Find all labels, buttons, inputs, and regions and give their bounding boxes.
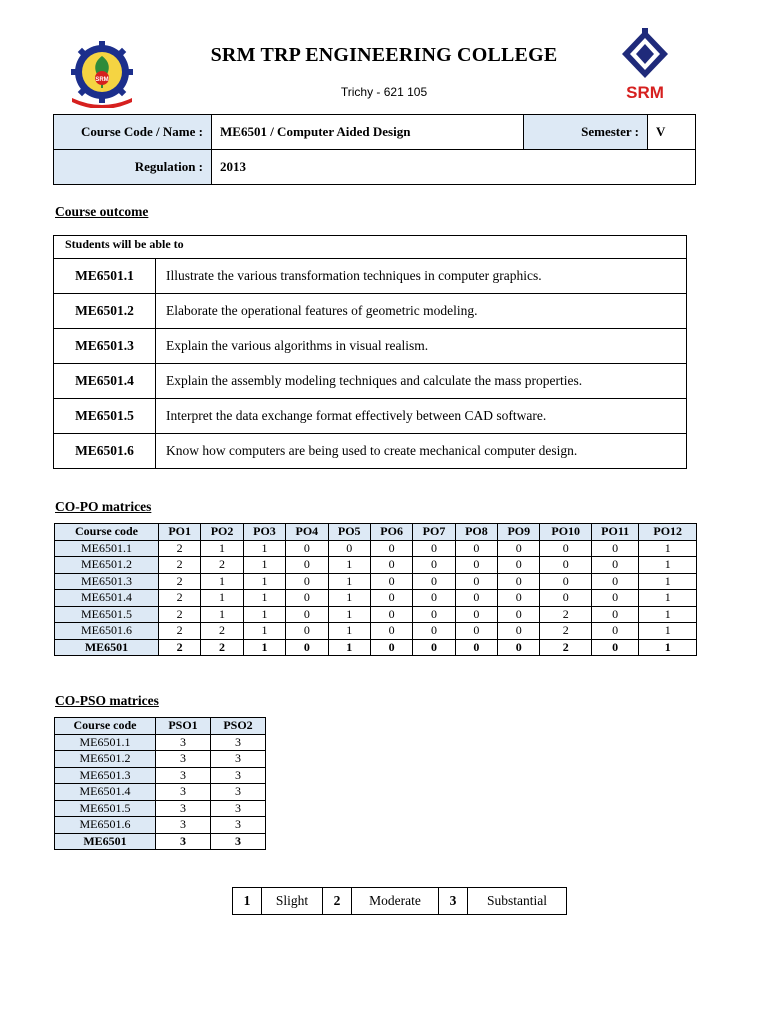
- value-cell: 0: [498, 540, 540, 557]
- value-cell: 3: [210, 784, 265, 801]
- value-cell: 1: [639, 623, 697, 640]
- table-header-row: [55, 524, 697, 541]
- value-cell: 1: [639, 540, 697, 557]
- value-cell: 2: [540, 623, 591, 640]
- column-header: PO6: [370, 524, 412, 541]
- course-code-cell: ME6501.5: [55, 800, 156, 817]
- table-header-row: [55, 718, 266, 735]
- outcome-code: ME6501.2: [54, 294, 156, 328]
- course-code-cell: ME6501.3: [55, 573, 159, 590]
- outcome-text: Explain the assembly modeling techniques and calculate the mass properties.: [166, 373, 583, 388]
- value-cell: 0: [328, 540, 370, 557]
- outcome-row: [54, 329, 686, 364]
- value-cell: 1: [243, 573, 285, 590]
- table-row: [55, 751, 266, 768]
- course-code-cell: ME6501.1: [55, 734, 156, 751]
- value-cell: 1: [201, 590, 243, 607]
- value-cell: 0: [413, 590, 455, 607]
- value-cell: 0: [370, 606, 412, 623]
- column-header: PO1: [158, 524, 200, 541]
- co-po-title: CO-PO matrices: [55, 499, 152, 514]
- college-name: SRM TRP ENGINEERING COLLEGE: [210, 44, 558, 66]
- outcome-text: Interpret the data exchange format effectively between CAD software.: [166, 408, 547, 423]
- value-cell: 2: [158, 623, 200, 640]
- table-row: [55, 623, 697, 640]
- value-cell: 0: [540, 573, 591, 590]
- legend-level-number: 2: [323, 888, 352, 915]
- value-cell: 1: [243, 590, 285, 607]
- value-cell: 0: [455, 557, 497, 574]
- value-cell: 0: [286, 623, 328, 640]
- value-cell: 2: [201, 557, 243, 574]
- value-cell: 1: [639, 557, 697, 574]
- svg-text:SRM: SRM: [626, 83, 664, 102]
- value-cell: 3: [156, 784, 211, 801]
- value-cell: 2: [158, 557, 200, 574]
- value-cell: 0: [498, 557, 540, 574]
- value-cell: 0: [455, 606, 497, 623]
- column-header: PO7: [413, 524, 455, 541]
- regulation-label: Regulation :: [54, 150, 212, 185]
- value-cell: 0: [591, 573, 638, 590]
- legend-level-label: Moderate: [352, 888, 439, 915]
- value-cell: 3: [210, 833, 265, 850]
- course-code-cell: ME6501.2: [55, 751, 156, 768]
- value-cell: 1: [328, 606, 370, 623]
- outcome-row: [54, 399, 686, 434]
- outcome-text: Elaborate the operational features of geometric modeling.: [166, 303, 478, 318]
- value-cell: 0: [413, 623, 455, 640]
- value-cell: 0: [591, 639, 638, 656]
- value-cell: 1: [328, 590, 370, 607]
- value-cell: 3: [156, 817, 211, 834]
- value-cell: 1: [328, 639, 370, 656]
- value-cell: 3: [156, 751, 211, 768]
- course-outcome-title: Course outcome: [55, 204, 149, 219]
- column-header: PO2: [201, 524, 243, 541]
- value-cell: 2: [201, 639, 243, 656]
- course-info-table: [53, 114, 696, 185]
- course-code-cell: ME6501: [55, 833, 156, 850]
- course-code-name-label: Course Code / Name :: [54, 115, 212, 150]
- co-po-matrix-table: [54, 523, 697, 656]
- course-code-cell: ME6501.6: [55, 817, 156, 834]
- value-cell: 3: [210, 817, 265, 834]
- column-header: PO10: [540, 524, 591, 541]
- value-cell: 2: [540, 639, 591, 656]
- value-cell: 3: [156, 767, 211, 784]
- column-header: PSO1: [156, 718, 211, 735]
- course-code-cell: ME6501.4: [55, 784, 156, 801]
- legend-level-label: Slight: [262, 888, 323, 915]
- value-cell: 0: [498, 623, 540, 640]
- outcome-code: ME6501.3: [54, 329, 156, 363]
- course-outcome-table: [53, 235, 687, 469]
- value-cell: 1: [639, 606, 697, 623]
- regulation-value: 2013: [212, 150, 696, 185]
- value-cell: 0: [286, 606, 328, 623]
- table-row: [55, 767, 266, 784]
- value-cell: 0: [370, 639, 412, 656]
- column-header: PO11: [591, 524, 638, 541]
- outcome-row: [54, 434, 686, 468]
- value-cell: 0: [413, 606, 455, 623]
- value-cell: 0: [540, 590, 591, 607]
- outcome-code: ME6501.5: [54, 399, 156, 433]
- course-code-name-value: ME6501 / Computer Aided Design: [212, 115, 524, 150]
- course-code-cell: ME6501.3: [55, 767, 156, 784]
- course-code-cell: ME6501.5: [55, 606, 159, 623]
- outcome-text: Illustrate the various transformation techniques in computer graphics.: [166, 268, 542, 283]
- table-row: [55, 540, 697, 557]
- value-cell: 0: [286, 639, 328, 656]
- semester-label: Semester :: [524, 115, 648, 150]
- correlation-legend: [232, 887, 567, 915]
- column-header: PO3: [243, 524, 285, 541]
- co-pso-matrix-table: [54, 717, 266, 850]
- value-cell: 2: [158, 639, 200, 656]
- course-code-cell: ME6501: [55, 639, 159, 656]
- value-cell: 2: [158, 540, 200, 557]
- value-cell: 0: [286, 590, 328, 607]
- value-cell: 1: [243, 639, 285, 656]
- column-header: PO4: [286, 524, 328, 541]
- value-cell: 0: [455, 540, 497, 557]
- course-code-cell: ME6501.6: [55, 623, 159, 640]
- value-cell: 0: [286, 540, 328, 557]
- legend-level-label: Substantial: [468, 888, 567, 915]
- value-cell: 2: [158, 606, 200, 623]
- value-cell: 0: [370, 590, 412, 607]
- value-cell: 0: [370, 623, 412, 640]
- table-row: [55, 573, 697, 590]
- table-row: [55, 557, 697, 574]
- value-cell: 0: [591, 623, 638, 640]
- value-cell: 0: [591, 590, 638, 607]
- value-cell: 0: [498, 639, 540, 656]
- value-cell: 0: [455, 573, 497, 590]
- outcome-row: [54, 364, 686, 399]
- course-code-cell: ME6501.2: [55, 557, 159, 574]
- value-cell: 0: [498, 573, 540, 590]
- value-cell: 0: [591, 557, 638, 574]
- course-code-cell: ME6501.1: [55, 540, 159, 557]
- table-row: [55, 800, 266, 817]
- outcome-text: Explain the various algorithms in visual realism.: [166, 338, 429, 353]
- outcome-code: ME6501.6: [54, 434, 156, 468]
- aggregate-row: [55, 639, 697, 656]
- outcome-row: [54, 294, 686, 329]
- value-cell: 2: [201, 623, 243, 640]
- legend-level-number: 1: [233, 888, 262, 915]
- value-cell: 0: [370, 573, 412, 590]
- value-cell: 0: [498, 590, 540, 607]
- aggregate-row: [55, 833, 266, 850]
- value-cell: 3: [156, 833, 211, 850]
- column-header: Course code: [55, 524, 159, 541]
- value-cell: 1: [639, 639, 697, 656]
- outcome-text: Know how computers are being used to create mechanical computer design.: [166, 443, 578, 458]
- column-header: PO5: [328, 524, 370, 541]
- value-cell: 1: [328, 557, 370, 574]
- value-cell: 2: [158, 573, 200, 590]
- semester-value: V: [648, 115, 696, 150]
- value-cell: 0: [591, 540, 638, 557]
- value-cell: 1: [639, 590, 697, 607]
- value-cell: 0: [286, 573, 328, 590]
- column-header: PO12: [639, 524, 697, 541]
- value-cell: 1: [201, 573, 243, 590]
- value-cell: 0: [370, 557, 412, 574]
- table-row: [55, 606, 697, 623]
- table-row: [55, 817, 266, 834]
- value-cell: 0: [540, 557, 591, 574]
- value-cell: 1: [639, 573, 697, 590]
- course-outcome-intro: Students will be able to: [54, 236, 686, 259]
- value-cell: 0: [286, 557, 328, 574]
- table-row: [55, 784, 266, 801]
- value-cell: 3: [156, 734, 211, 751]
- value-cell: 0: [455, 590, 497, 607]
- value-cell: 0: [413, 557, 455, 574]
- college-city: Trichy - 621 105: [340, 85, 428, 99]
- value-cell: 1: [243, 623, 285, 640]
- value-cell: 0: [413, 639, 455, 656]
- value-cell: 1: [243, 557, 285, 574]
- value-cell: 3: [156, 800, 211, 817]
- value-cell: 1: [243, 606, 285, 623]
- outcome-code: ME6501.4: [54, 364, 156, 398]
- value-cell: 1: [201, 606, 243, 623]
- value-cell: 3: [210, 751, 265, 768]
- value-cell: 0: [370, 540, 412, 557]
- course-code-cell: ME6501.4: [55, 590, 159, 607]
- value-cell: 0: [455, 623, 497, 640]
- value-cell: 0: [540, 540, 591, 557]
- svg-text:SRM: SRM: [95, 77, 109, 83]
- value-cell: 0: [413, 573, 455, 590]
- value-cell: 0: [455, 639, 497, 656]
- value-cell: 0: [413, 540, 455, 557]
- value-cell: 2: [158, 590, 200, 607]
- column-header: PO9: [498, 524, 540, 541]
- column-header: PSO2: [210, 718, 265, 735]
- column-header: PO8: [455, 524, 497, 541]
- column-header: Course code: [55, 718, 156, 735]
- value-cell: 2: [540, 606, 591, 623]
- value-cell: 3: [210, 800, 265, 817]
- value-cell: 3: [210, 767, 265, 784]
- table-row: [55, 590, 697, 607]
- outcome-code: ME6501.1: [54, 259, 156, 293]
- value-cell: 1: [328, 623, 370, 640]
- value-cell: 1: [243, 540, 285, 557]
- value-cell: 1: [328, 573, 370, 590]
- outcome-row: [54, 259, 686, 294]
- value-cell: 3: [210, 734, 265, 751]
- value-cell: 0: [591, 606, 638, 623]
- legend-level-number: 3: [439, 888, 468, 915]
- value-cell: 1: [201, 540, 243, 557]
- co-pso-title: CO-PSO matrices: [55, 693, 159, 708]
- value-cell: 0: [498, 606, 540, 623]
- table-row: [55, 734, 266, 751]
